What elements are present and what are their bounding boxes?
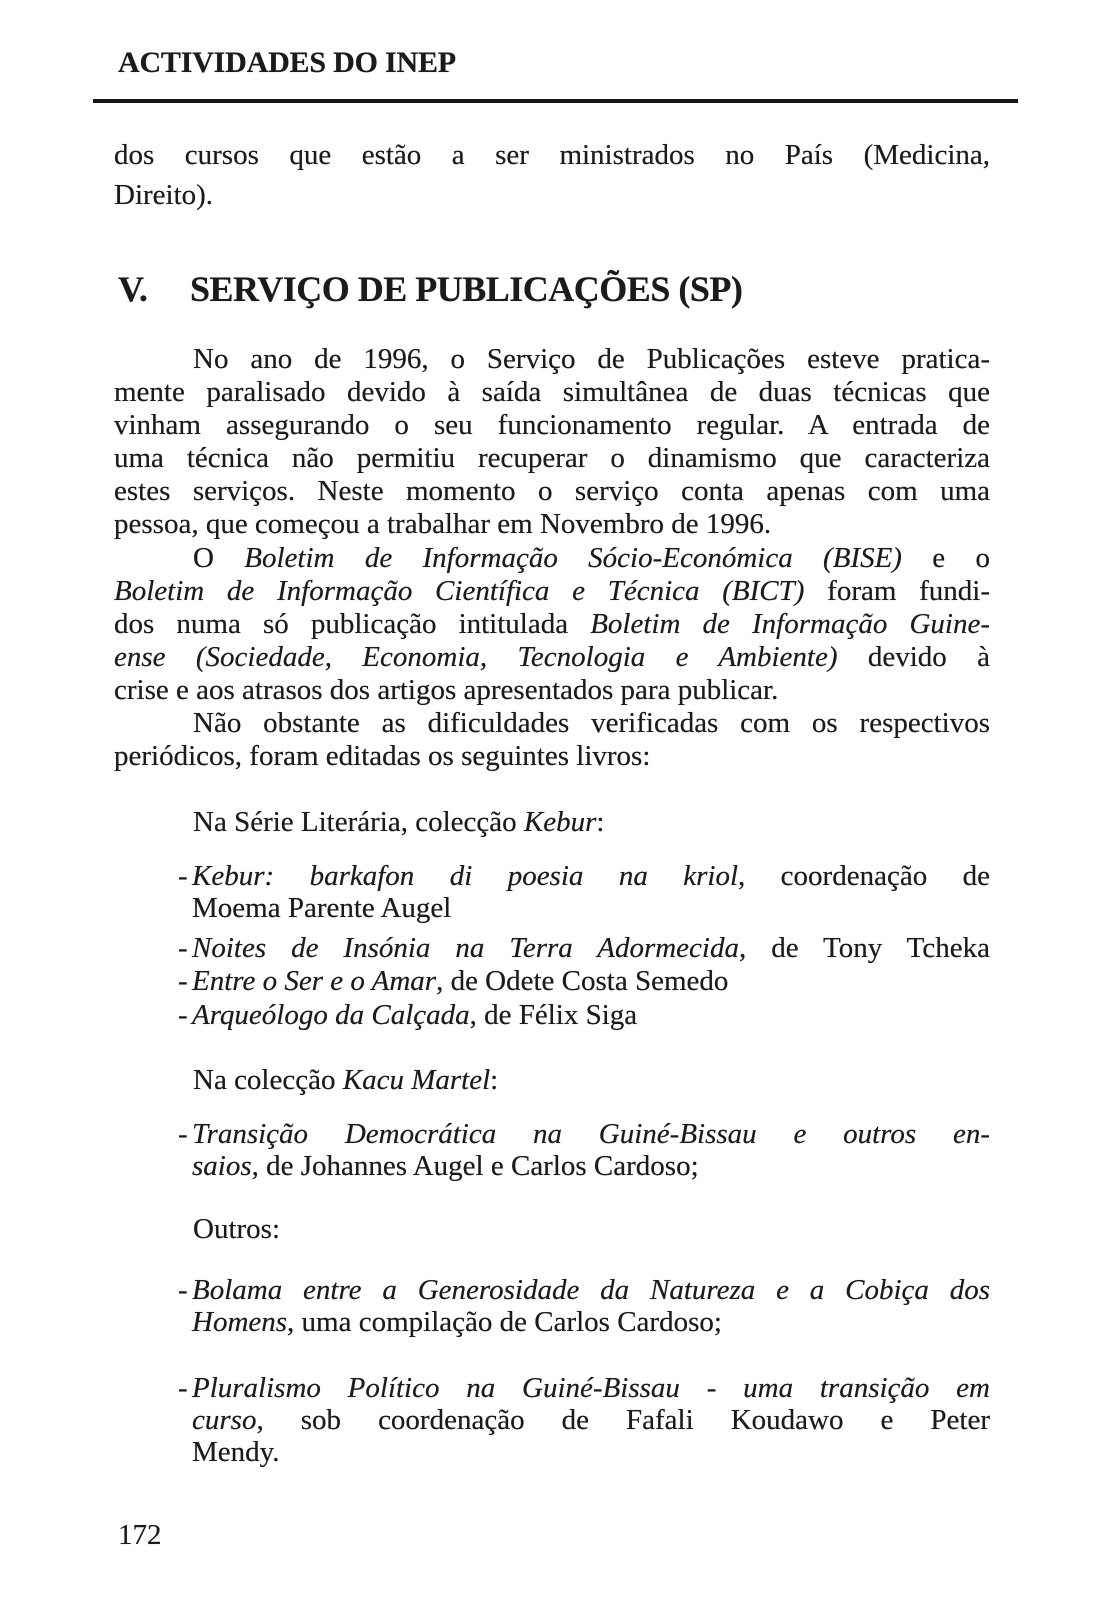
text-line	[192, 860, 990, 892]
list-item	[178, 1274, 990, 1338]
text-segment: estes serviços. Neste momento o serviço conta apenas com uma	[114, 475, 990, 507]
italic-text-segment: saios	[192, 1150, 252, 1182]
text-segment: pessoa, que começou a trabalhar em Novembro de 1996.	[114, 508, 772, 540]
list-item-text	[192, 965, 990, 997]
list-item-dash: -	[178, 1372, 188, 1404]
paragraph-boletim	[114, 542, 990, 707]
text-segment: :	[490, 1064, 499, 1096]
italic-text-segment: Kacu Martel	[342, 1064, 491, 1096]
list-item-dash: -	[178, 999, 188, 1031]
text-line	[192, 1150, 990, 1182]
text-segment: O	[193, 542, 245, 574]
text-line	[114, 409, 990, 442]
text-line	[192, 1118, 990, 1150]
text-line	[192, 1436, 990, 1468]
text-line	[114, 135, 990, 175]
text-segment: Na Série Literária, colecção	[193, 806, 524, 838]
text-segment: Moema Parente Augel	[192, 892, 452, 924]
text-segment: uma técnica não permitiu recuperar o dinamismo que caracteriza	[114, 442, 990, 474]
text-line	[192, 1274, 990, 1306]
text-segment: devido à	[837, 641, 990, 673]
text-segment: :	[596, 806, 605, 838]
italic-text-segment: ense (Sociedade, Economia, Tecnologia e Ambiente)	[114, 641, 838, 673]
text-line	[114, 475, 990, 508]
list-subheader-outros	[193, 1213, 280, 1246]
text-segment: Mendy.	[192, 1436, 280, 1468]
running-header: ACTIVIDADES DO INEP	[118, 46, 456, 79]
text-segment: e o	[901, 542, 990, 574]
italic-text-segment: Boletim de Informação Sócio-Económica (BISE)	[244, 542, 902, 574]
italic-text-segment: Pluralismo Político na Guiné-Bissau - uma transição em	[192, 1372, 990, 1404]
text-line	[192, 1372, 990, 1404]
italic-text-segment: Boletim de Informação Científica e Técnica (BICT)	[114, 575, 805, 607]
section-heading	[118, 269, 743, 309]
text-line	[192, 999, 990, 1031]
list-item	[178, 965, 990, 997]
italic-text-segment: Bolama entre a Generosidade da Natureza e a Cobiça dos	[192, 1274, 990, 1306]
italic-text-segment: Kebur: barkafon di poesia na kriol	[192, 860, 739, 892]
list-subheader-serie-literaria	[193, 806, 604, 839]
text-segment: Na colecção	[193, 1064, 343, 1096]
list-item-dash: -	[178, 1118, 188, 1150]
section-title: SERVIÇO DE PUBLICAÇÕES (SP)	[190, 269, 743, 309]
text-line	[114, 376, 990, 409]
text-line	[114, 575, 990, 608]
section-number: V.	[118, 269, 148, 309]
text-segment: vinham assegurando o seu funcionamento regular. A entrada de	[114, 409, 990, 441]
list-item-dash: -	[178, 965, 188, 997]
italic-text-segment: Noites de Insónia na Terra Adormecida	[192, 932, 739, 964]
list-item	[178, 932, 990, 964]
list-item-text	[192, 1372, 990, 1468]
italic-text-segment: Kebur	[523, 806, 597, 838]
text-line	[192, 932, 990, 964]
text-segment: , de Odete Costa Semedo	[436, 965, 729, 997]
italic-text-segment: Arqueólogo da Calçada	[192, 999, 470, 1031]
paragraph-service	[114, 343, 990, 541]
text-line	[193, 1213, 280, 1246]
text-line	[114, 740, 990, 773]
list-item	[178, 1118, 990, 1182]
page-number: 172	[118, 1519, 162, 1551]
list-item-dash: -	[178, 932, 188, 964]
text-line	[192, 965, 990, 997]
text-segment: No ano de 1996, o Serviço de Publicações esteve pratica-	[193, 343, 990, 375]
list-item	[178, 1372, 990, 1468]
list-item	[178, 860, 990, 924]
text-line	[114, 542, 990, 575]
text-segment: mente paralisado devido à saída simultânea de duas técnicas que	[114, 376, 990, 408]
text-line	[114, 343, 990, 376]
text-line	[192, 1306, 990, 1338]
italic-text-segment: Entre o Ser e o Amar	[192, 965, 437, 997]
text-line	[193, 806, 604, 839]
list-item-dash: -	[178, 860, 188, 892]
text-segment: periódicos, foram editadas os seguintes livros:	[114, 740, 651, 772]
text-line	[114, 641, 990, 674]
text-line	[193, 1064, 498, 1097]
text-segment: foram fundi-	[804, 575, 990, 607]
text-segment: , de Félix Siga	[469, 999, 638, 1031]
text-line	[192, 892, 990, 924]
text-line	[192, 1404, 990, 1436]
text-segment: , de Johannes Augel e Carlos Cardoso;	[251, 1150, 699, 1182]
list-item-text	[192, 860, 990, 924]
text-segment: , de Tony Tcheka	[739, 932, 990, 964]
text-line	[114, 442, 990, 475]
text-segment: dos cursos que estão a ser ministrados no País (Medicina,	[114, 139, 990, 171]
intro-paragraph	[114, 135, 990, 215]
text-segment: Outros:	[193, 1213, 280, 1245]
text-line	[114, 508, 990, 541]
paragraph-livros	[114, 707, 990, 773]
text-line	[114, 175, 990, 215]
list-item	[178, 999, 990, 1031]
italic-text-segment: Boletim de Informação Guine-	[590, 608, 990, 640]
text-segment: , uma compilação de Carlos Cardoso;	[287, 1306, 722, 1338]
list-item-text	[192, 932, 990, 964]
text-line	[114, 707, 990, 740]
list-item-dash: -	[178, 1274, 188, 1306]
list-item-text	[192, 1118, 990, 1182]
italic-text-segment: curso	[192, 1404, 257, 1436]
header-rule-divider	[93, 99, 1018, 103]
list-item-text	[192, 1274, 990, 1338]
text-segment: , coordenação de	[738, 860, 990, 892]
text-line	[114, 674, 990, 707]
text-segment: , sob coordenação de Fafali Koudawo e Peter	[256, 1404, 990, 1436]
text-segment: Direito).	[114, 179, 214, 211]
text-line	[114, 608, 990, 641]
text-segment: dos numa só publicação intitulada	[114, 608, 591, 640]
list-subheader-kacu-martel	[193, 1064, 498, 1097]
text-segment: Não obstante as dificuldades verificadas com os respectivos	[193, 707, 990, 739]
text-segment: crise e aos atrasos dos artigos apresentados para publicar.	[114, 674, 779, 706]
italic-text-segment: Transição Democrática na Guiné-Bissau e outros en-	[192, 1118, 990, 1150]
italic-text-segment: Homens	[192, 1306, 288, 1338]
list-item-text	[192, 999, 990, 1031]
